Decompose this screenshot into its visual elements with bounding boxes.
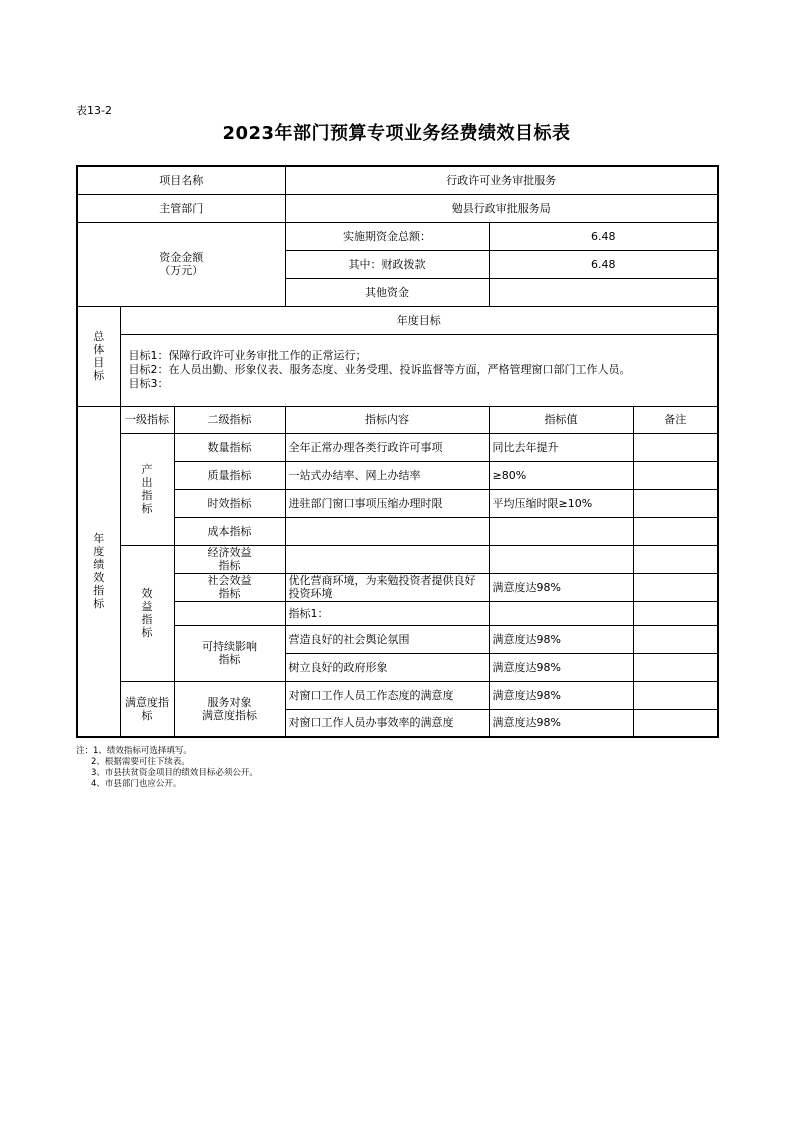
department-label: 主管部门: [77, 194, 285, 222]
table-row: [77, 601, 718, 625]
extra-benefit-indicator: [174, 601, 285, 625]
quality-indicator: 质量指标: [174, 461, 285, 489]
indicator-value: 满意度达98%: [489, 625, 633, 653]
footnote: 注：1、绩效指标可选择填写。: [76, 746, 192, 756]
table-row: [77, 461, 718, 489]
goal-3: 目标3：: [128, 377, 169, 390]
indicator-note: [633, 601, 718, 625]
indicator-content: 一站式办结率、网上办结率: [285, 461, 489, 489]
funds-total-label: 实施期资金总额：: [285, 222, 489, 250]
social-benefit-indicator: 社会效益 指标: [174, 573, 285, 601]
indicator-value: 满意度达98%: [489, 573, 633, 601]
output-indicator-label: 产 出 指 标: [120, 433, 174, 545]
footnote: 2、根据需要可往下续表。: [91, 757, 190, 767]
indicator-note: [633, 681, 718, 709]
indicator-note: [633, 653, 718, 681]
indicator-content: [285, 545, 489, 573]
funds-total-value: 6.48: [489, 222, 718, 250]
indicator-value: [489, 517, 633, 545]
department-value: 勉县行政审批服务局: [285, 194, 718, 222]
service-satisfaction-indicator: 服务对象 满意度指标: [174, 681, 285, 737]
satisfaction-indicator-label: 满意度指 标: [120, 681, 174, 737]
header-level1: 一级指标: [120, 406, 174, 433]
indicator-section-label: 年 度 绩 效 指 标: [77, 406, 120, 737]
project-value: 行政许可业务审批服务: [285, 166, 718, 194]
indicator-value: 满意度达98%: [489, 709, 633, 737]
economic-benefit-indicator: 经济效益 指标: [174, 545, 285, 573]
footnote: 4、市县部门也应公开。: [91, 779, 182, 789]
indicator-value: [489, 601, 633, 625]
form-number: 表13-2: [76, 104, 112, 117]
table-row: [77, 489, 718, 517]
indicator-note: [633, 573, 718, 601]
indicator-note: [633, 709, 718, 737]
funds-unit: （万元）: [159, 264, 204, 277]
annual-goal-text: [120, 334, 718, 406]
indicator-content: [285, 517, 489, 545]
funds-fiscal-label: 其中：财政拨款: [285, 250, 489, 278]
funds-label-cell: [77, 222, 285, 306]
header-level2: 二级指标: [174, 406, 285, 433]
cost-indicator: 成本指标: [174, 517, 285, 545]
indicator-content: 全年正常办理各类行政许可事项: [285, 433, 489, 461]
footnotes: [76, 746, 258, 790]
indicator-value: ≥80%: [489, 461, 633, 489]
document-title: 2023年部门预算专项业务经费绩效目标表: [222, 123, 571, 144]
footnote: 3、市县扶贫资金项目的绩效目标必须公开。: [91, 768, 258, 778]
indicator-value: 同比去年提升: [489, 433, 633, 461]
header-value: 指标值: [489, 406, 633, 433]
indicator-content: 对窗口工作人员工作态度的满意度: [285, 681, 489, 709]
table-row: [77, 625, 718, 653]
funds-label: 资金金额: [159, 251, 204, 264]
indicator-value: 满意度达98%: [489, 681, 633, 709]
indicator-content: 对窗口工作人员办事效率的满意度: [285, 709, 489, 737]
annual-goal-header: 年度目标: [120, 306, 718, 334]
benefit-indicator-label: 效 益 指 标: [120, 545, 174, 681]
project-label: 项目名称: [77, 166, 285, 194]
indicator-header-row: [77, 406, 718, 433]
indicator-content: 营造良好的社会舆论氛围: [285, 625, 489, 653]
timeliness-indicator: 时效指标: [174, 489, 285, 517]
goal-2: 目标2：在人员出勤、形象仪表、服务态度、业务受理、投诉监督等方面，严格管理窗口部门工作人员。: [128, 363, 631, 376]
indicator-content: 指标1：: [285, 601, 489, 625]
funds-other-label: 其他资金: [285, 278, 489, 306]
quantity-indicator: 数量指标: [174, 433, 285, 461]
funds-fiscal-value: 6.48: [489, 250, 718, 278]
table-row: [77, 681, 718, 709]
indicator-note: [633, 433, 718, 461]
header-content: 指标内容: [285, 406, 489, 433]
indicator-value: 满意度达98%: [489, 653, 633, 681]
performance-table: [76, 165, 719, 738]
overall-goal-body-row: [77, 334, 718, 406]
sustainability-indicator: 可持续影响 指标: [174, 625, 285, 681]
indicator-note: [633, 517, 718, 545]
table-row: [77, 573, 718, 601]
table-row: [77, 545, 718, 573]
table-row: [77, 517, 718, 545]
header-note: 备注: [633, 406, 718, 433]
indicator-note: [633, 489, 718, 517]
indicator-note: [633, 545, 718, 573]
indicator-note: [633, 461, 718, 489]
overall-goal-label: 总 体 目 标: [77, 306, 120, 406]
goal-1: 目标1：保障行政许可业务审批工作的正常运行；: [128, 349, 367, 362]
indicator-content: 树立良好的政府形象: [285, 653, 489, 681]
overall-goal-header-row: [77, 306, 718, 334]
department-row: [77, 194, 718, 222]
funds-row-total: [77, 222, 718, 250]
indicator-value: [489, 545, 633, 573]
indicator-content: 进驻部门窗口事项压缩办理时限: [285, 489, 489, 517]
funds-other-value: [489, 278, 718, 306]
table-row: [77, 433, 718, 461]
indicator-content: 优化营商环境，为来勉投资者提供良好投资环境: [285, 573, 489, 601]
indicator-value: 平均压缩时限≥10%: [489, 489, 633, 517]
indicator-note: [633, 625, 718, 653]
project-row: [77, 166, 718, 194]
